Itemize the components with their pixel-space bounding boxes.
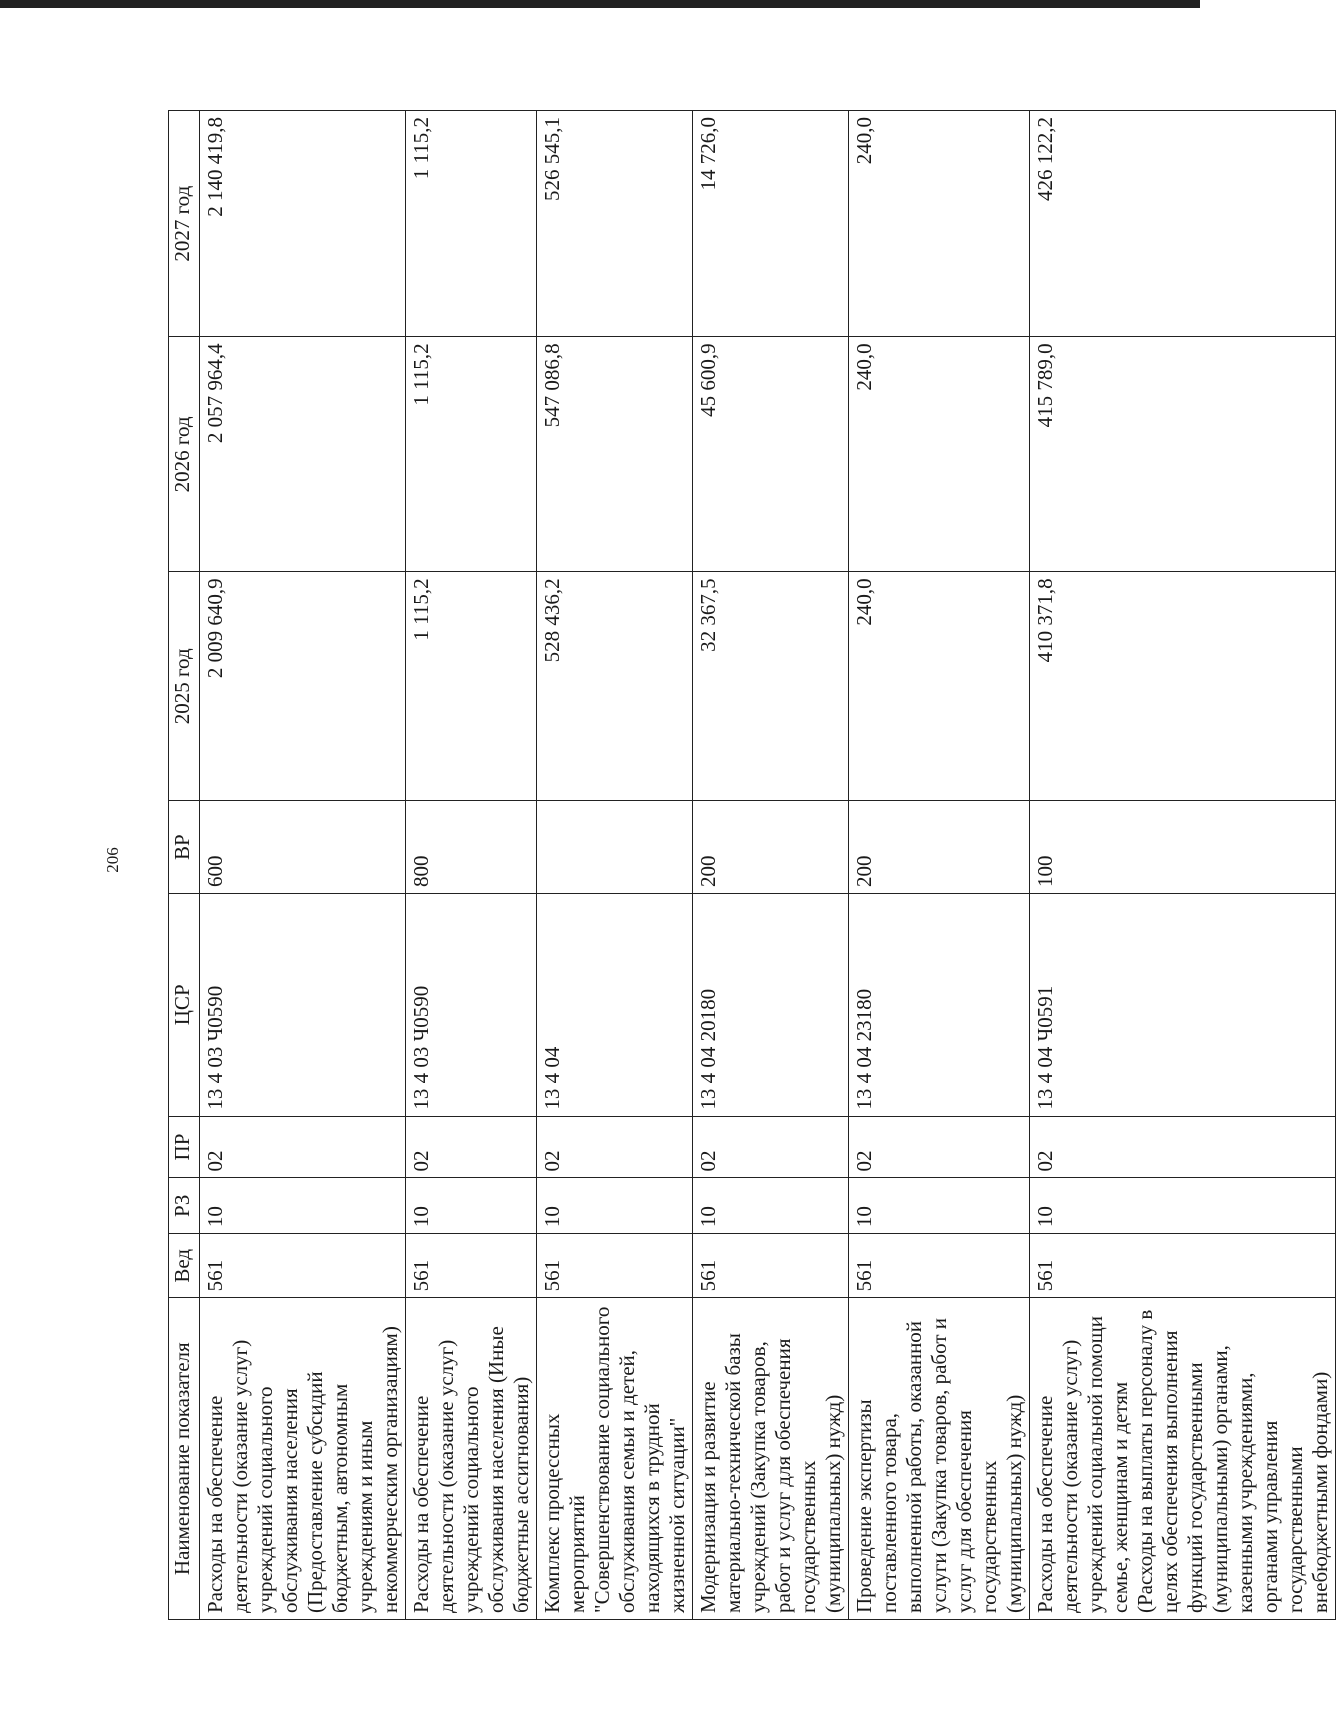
row-vr: 100 (1030, 801, 1336, 894)
row-pr: 02 (406, 1116, 537, 1178)
row-2025: 240,0 (849, 572, 1030, 801)
header-csr: ЦСР (169, 893, 200, 1116)
row-rz: 10 (406, 1178, 537, 1234)
row-vr (537, 801, 693, 894)
row-csr: 13 4 04 23180 (849, 893, 1030, 1116)
table-row (200, 111, 406, 1620)
row-2025: 528 436,2 (537, 572, 693, 801)
table-row (1030, 111, 1336, 1620)
row-rz: 10 (693, 1178, 849, 1234)
header-2026: 2026 год (169, 337, 200, 572)
row-name: Расходы на обеспечение деятельности (оказание услуг) учреждений социальной помощи семье, женщинам и детям (Расходы на выплаты персоналу в целях обеспечения выполнения функций государственными (муниципальными) органами, казенными учреждениями, органами управления государственными внебюджетными фондами) (1030, 1298, 1336, 1620)
row-vr: 200 (849, 801, 1030, 894)
row-pr: 02 (849, 1116, 1030, 1178)
row-vr: 200 (693, 801, 849, 894)
row-2026: 415 789,0 (1030, 337, 1336, 572)
row-csr: 13 4 04 20180 (693, 893, 849, 1116)
row-rz: 10 (200, 1178, 406, 1234)
row-2026: 1 115,2 (406, 337, 537, 572)
table-header-row (169, 111, 200, 1620)
row-name: Расходы на обеспечение деятельности (оказание услуг) учреждений социального обслуживания населения (Предоставление субсидий бюджетным, автономным учреждениям и иным некоммерческим организациям) (200, 1298, 406, 1620)
row-2027: 426 122,2 (1030, 111, 1336, 337)
header-name: Наименование показателя (169, 1298, 200, 1620)
row-2027: 2 140 419,8 (200, 111, 406, 337)
header-pr: ПР (169, 1116, 200, 1178)
table-row (406, 111, 537, 1620)
header-ved: Вед (169, 1234, 200, 1298)
row-2027: 526 545,1 (537, 111, 693, 337)
row-2026: 45 600,9 (693, 337, 849, 572)
row-2025: 1 115,2 (406, 572, 537, 801)
row-pr: 02 (200, 1116, 406, 1178)
row-pr: 02 (1030, 1116, 1336, 1178)
row-rz: 10 (849, 1178, 1030, 1234)
row-pr: 02 (693, 1116, 849, 1178)
row-2027: 240,0 (849, 111, 1030, 337)
row-rz: 10 (1030, 1178, 1336, 1234)
budget-table (168, 110, 1336, 1620)
table-row (849, 111, 1030, 1620)
header-vr: ВР (169, 801, 200, 894)
row-2025: 2 009 640,9 (200, 572, 406, 801)
row-ved: 561 (1030, 1234, 1336, 1298)
row-name: Проведение экспертизы поставленного товара, выполненной работы, оказанной услуги (Закупка товаров, работ и услуг для обеспечения государственных (муниципальных) нужд) (849, 1298, 1030, 1620)
row-ved: 561 (200, 1234, 406, 1298)
header-rz: РЗ (169, 1178, 200, 1234)
row-name: Расходы на обеспечение деятельности (оказание услуг) учреждений социального обслуживания населения (Иные бюджетные ассигнования) (406, 1298, 537, 1620)
scan-top-edge (0, 0, 1200, 8)
row-ved: 561 (849, 1234, 1030, 1298)
row-2026: 2 057 964,4 (200, 337, 406, 572)
row-vr: 600 (200, 801, 406, 894)
row-rz: 10 (537, 1178, 693, 1234)
row-2027: 1 115,2 (406, 111, 537, 337)
row-2025: 410 371,8 (1030, 572, 1336, 801)
row-ved: 561 (406, 1234, 537, 1298)
table-row (693, 111, 849, 1620)
table-row (537, 111, 693, 1620)
row-csr: 13 4 03 Ч0590 (406, 893, 537, 1116)
row-name: Модернизация и развитие материально-технической базы учреждений (Закупка товаров, работ и услуг для обеспечения государственных (муниципальных) нужд) (693, 1298, 849, 1620)
row-csr: 13 4 03 Ч0590 (200, 893, 406, 1116)
page-number: 206 (103, 847, 122, 873)
row-2026: 240,0 (849, 337, 1030, 572)
row-2026: 547 086,8 (537, 337, 693, 572)
row-2025: 32 367,5 (693, 572, 849, 801)
row-vr: 800 (406, 801, 537, 894)
row-2027: 14 726,0 (693, 111, 849, 337)
row-ved: 561 (537, 1234, 693, 1298)
header-2025: 2025 год (169, 572, 200, 801)
budget-table-container (168, 110, 1332, 1620)
row-name: Комплекс процессных мероприятий "Совершенствование социального обслуживания семьи и детей, находящихся в трудной жизненной ситуации" (537, 1298, 693, 1620)
row-csr: 13 4 04 (537, 893, 693, 1116)
row-csr: 13 4 04 Ч0591 (1030, 893, 1336, 1116)
row-ved: 561 (693, 1234, 849, 1298)
header-2027: 2027 год (169, 111, 200, 337)
row-pr: 02 (537, 1116, 693, 1178)
